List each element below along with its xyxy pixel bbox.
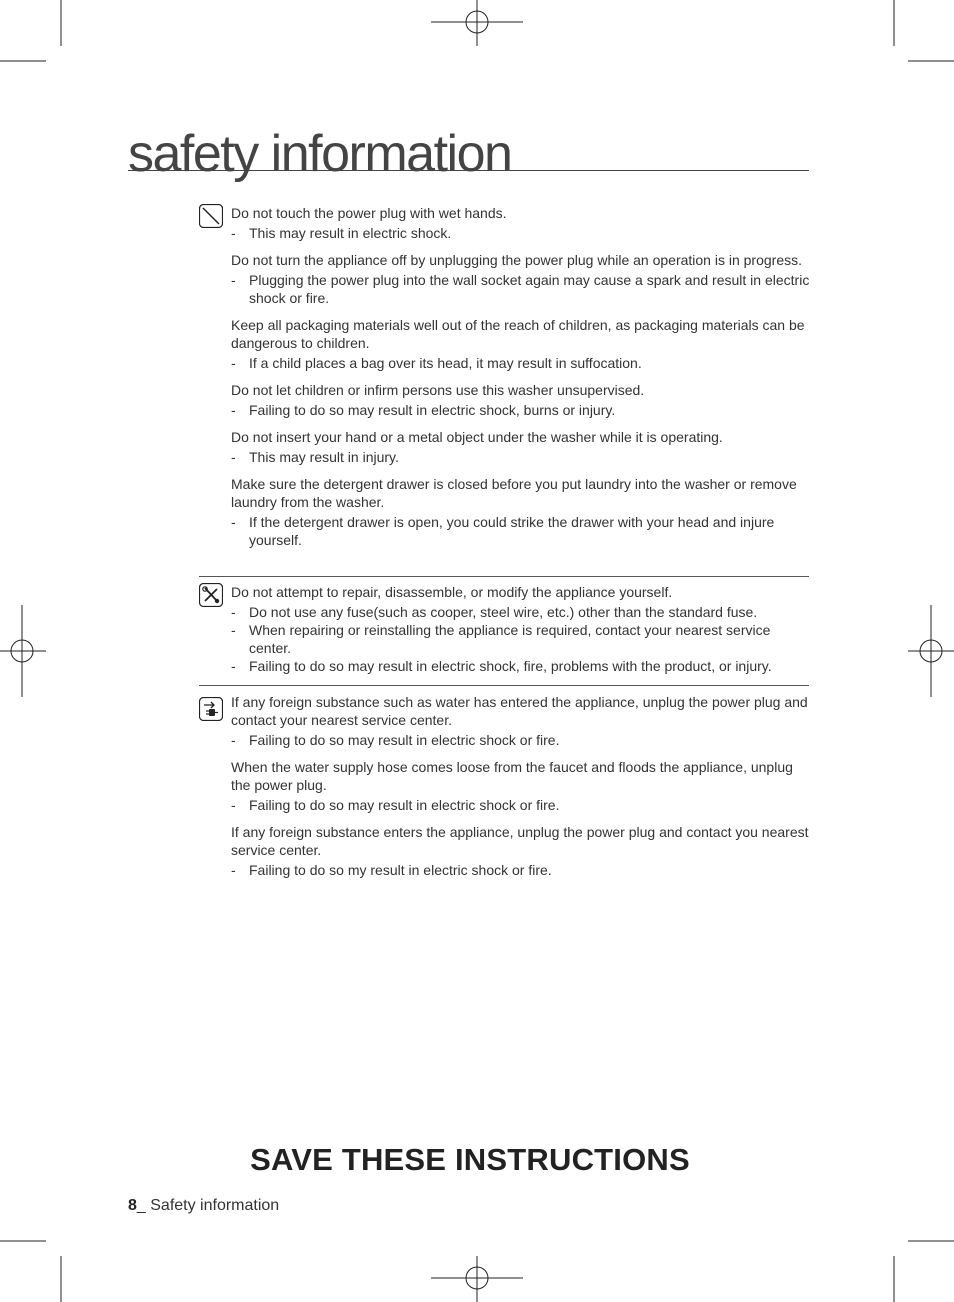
item-sub: - When repairing or reinstalling the appliance is required, contact your nearest service center. <box>231 622 771 656</box>
section-divider <box>199 576 809 577</box>
section-body <box>231 204 811 558</box>
item-text: Do not let children or infirm persons use this washer unsupervised. <box>231 382 645 398</box>
item-text: Do not insert your hand or a metal object under the washer while it is operating. <box>231 429 723 445</box>
page-number: 8 <box>128 1197 137 1214</box>
item-text: If any foreign substance enters the appliance, unplug the power plug and contact you nearest service center. <box>231 824 809 858</box>
footer-separator: _ <box>136 1197 151 1214</box>
section-divider <box>199 685 809 686</box>
unplug-icon <box>199 697 223 721</box>
page-title-text: safety information <box>128 125 512 183</box>
item-sub: - Failing to do so may result in electric shock, fire, problems with the product, or injury. <box>231 658 772 674</box>
page-footer <box>128 1197 279 1215</box>
safety-item <box>231 475 811 549</box>
item-text: Do not attempt to repair, disassemble, or modify the appliance yourself. <box>231 584 673 600</box>
item-text: If any foreign substance such as water has entered the appliance, unplug the power plug and contact your nearest service center. <box>231 694 808 728</box>
safety-item <box>231 693 811 749</box>
safety-item <box>231 583 811 675</box>
section-body <box>231 583 811 684</box>
item-sub: - Plugging the power plug into the wall socket again may cause a spark and result in electric shock or fire. <box>231 272 810 306</box>
page-title <box>128 118 809 183</box>
item-sub: - Failing to do so my result in electric shock or fire. <box>231 862 552 878</box>
section-body <box>231 693 811 888</box>
save-instructions-heading: SAVE THESE INSTRUCTIONS <box>250 1142 690 1177</box>
safety-item <box>231 316 811 372</box>
safety-item <box>231 204 811 242</box>
item-text: Do not touch the power plug with wet hands. <box>231 205 507 221</box>
footer-section-name: Safety information <box>150 1197 280 1214</box>
item-text: When the water supply hose comes loose from the faucet and floods the appliance, unplug the power plug. <box>231 759 793 793</box>
safety-item <box>231 758 811 814</box>
item-text: Keep all packaging materials well out of the reach of children, as packaging materials can be dangerous to children. <box>231 317 805 351</box>
item-sub: - This may result in injury. <box>231 449 399 465</box>
safety-item <box>231 428 811 466</box>
item-text: Make sure the detergent drawer is closed before you put laundry into the washer or remove laundry from the washer. <box>231 476 797 510</box>
item-sub: - Failing to do so may result in electric shock, burns or injury. <box>231 402 616 418</box>
no-wet-hands-icon <box>199 204 223 228</box>
item-sub: - Failing to do so may result in electric shock or fire. <box>231 732 560 748</box>
item-text: Do not turn the appliance off by unplugging the power plug while an operation is in progress. <box>231 252 803 268</box>
item-sub: - This may result in electric shock. <box>231 225 452 241</box>
item-sub: - Do not use any fuse(such as cooper, steel wire, etc.) other than the standard fuse. <box>231 604 758 620</box>
item-sub: - Failing to do so may result in electric shock or fire. <box>231 797 560 813</box>
item-sub: - If a child places a bag over its head, it may result in suffocation. <box>231 355 642 371</box>
no-disassembly-icon <box>199 583 223 607</box>
safety-item <box>231 381 811 419</box>
safety-item <box>231 251 811 307</box>
item-sub: - If the detergent drawer is open, you could strike the drawer with your head and injure yourself. <box>231 514 775 548</box>
safety-item <box>231 823 811 879</box>
